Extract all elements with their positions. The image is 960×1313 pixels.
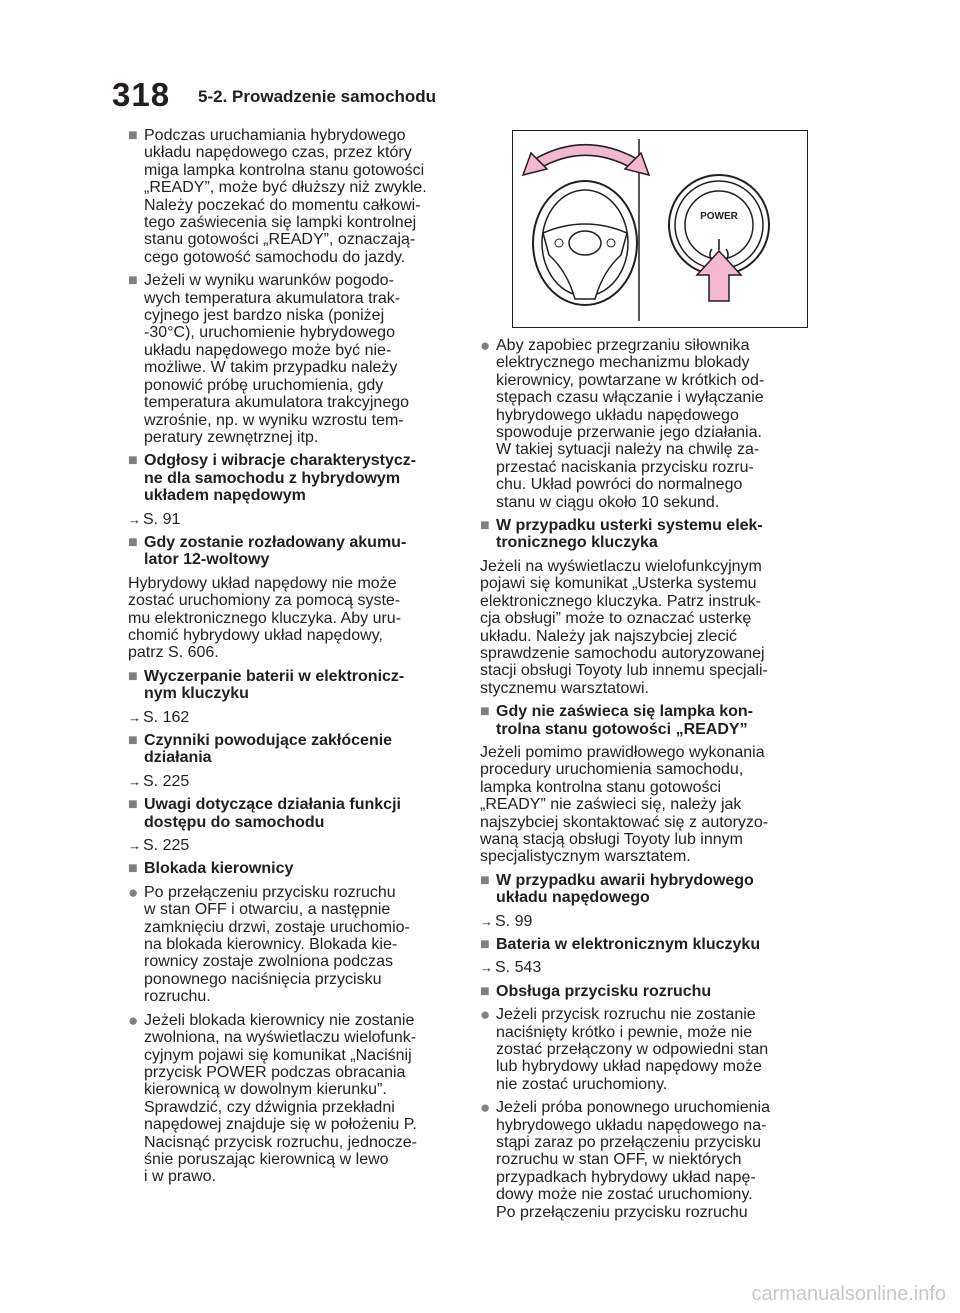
power-button-label: POWER <box>700 211 738 222</box>
square-marker-icon: ■ <box>128 860 138 878</box>
text-line: waną stacją obsługi Toyoty lub innym <box>480 830 743 848</box>
section-heading <box>480 936 810 953</box>
section-heading <box>480 872 810 907</box>
text-line: układu napędowego może być nie- <box>144 341 392 359</box>
square-marker-icon: ■ <box>128 796 138 814</box>
text-line: przypadkach hybrydowy układ napę- <box>496 1168 756 1186</box>
text-line: Obsługa przycisku rozruchu <box>496 982 712 1000</box>
page-reference <box>128 511 460 528</box>
text-line: tego zaświecenia się lampki kontrolnej <box>144 214 417 232</box>
text-line: ponownego naciśnięcia przycisku <box>144 970 382 988</box>
paragraph <box>480 744 810 866</box>
text-line: działania <box>144 749 212 767</box>
arrow-icon: → <box>128 773 141 789</box>
text-line: specjalistycznym warsztatem. <box>480 848 691 866</box>
text-line: procedury uruchomienia samochodu, <box>480 761 744 779</box>
text-line: stycznemu warsztatowi. <box>480 679 649 697</box>
section-heading <box>128 534 460 569</box>
page-reference <box>480 959 810 976</box>
arrow-icon: → <box>128 709 141 725</box>
text-line: -30°C), uruchomienie hybrydowego <box>144 324 395 342</box>
section-heading <box>128 668 460 703</box>
text-line: nie zostać uruchomiony. <box>496 1075 668 1093</box>
text-line: mu elektronicznego kluczyka. Aby uru- <box>128 609 402 627</box>
reference-text: S. 91 <box>143 510 181 528</box>
text-line: kierownicy, powtarzane w krótkich od- <box>496 371 765 389</box>
text-line: przestać naciskania przycisku rozru- <box>496 458 754 476</box>
text-line: hybrydowego układu napędowego <box>496 406 739 424</box>
square-marker-icon: ■ <box>128 127 138 144</box>
section-heading <box>128 452 460 504</box>
square-marker-icon: ■ <box>128 452 138 470</box>
text-line: elektrycznego mechanizmu blokady <box>496 354 750 372</box>
square-marker-icon: ■ <box>480 703 490 721</box>
square-marker-icon: ■ <box>128 533 138 551</box>
arrow-icon: → <box>128 838 141 854</box>
text-line: Jeżeli przycisk rozruchu nie zostanie <box>496 1006 756 1024</box>
bullet-icon: ● <box>480 336 491 355</box>
paragraph <box>480 558 810 697</box>
text-line: peratury zewnętrznej itp. <box>144 428 319 446</box>
text-line: cyjnym pojawi się komunikat „Naciśnij <box>144 1046 412 1064</box>
paragraph <box>128 575 460 662</box>
text-line: naciśnięty krótko i pewnie, może nie <box>496 1023 753 1041</box>
text-line: „READY”, może być dłuższy niż zwykle. <box>144 179 427 197</box>
bullet-icon: ● <box>480 1098 491 1118</box>
page-reference <box>128 837 460 854</box>
text-line: wzrośnie, np. w wyniku wzrostu tem- <box>144 411 404 429</box>
text-line: Blokada kierownicy <box>144 860 294 878</box>
square-marker-icon: ■ <box>480 517 490 535</box>
square-marker-icon: ■ <box>480 936 490 953</box>
text-line: najszybciej skontaktować się z autoryzo- <box>480 813 769 831</box>
text-line: trolna stanu gotowości „READY” <box>496 720 748 738</box>
bullet-icon: ● <box>128 882 139 902</box>
text-line: zostać przełączony w odpowiedni stan <box>496 1041 769 1059</box>
text-line: Wyczerpanie baterii w elektronicz- <box>144 667 405 685</box>
text-line: Czynniki powodujące zakłócenie <box>144 732 393 749</box>
steering-power-figure <box>512 130 808 328</box>
text-line: cyjnego jest bardzo niska (poniżej <box>144 307 385 325</box>
text-line: chomić hybrydowy układ napędowy, <box>128 626 383 644</box>
text-line: wych temperatura akumulatora trak- <box>144 289 401 307</box>
text-line: Odgłosy i wibracje charakterystycz- <box>144 452 417 470</box>
text-line: miga lampka kontrolna stanu gotowości <box>144 161 425 179</box>
bullet-note <box>480 1099 810 1221</box>
text-line: układu napędowego czas, przez który <box>144 144 412 162</box>
bullet-note <box>480 337 810 511</box>
text-line: Sprawdzić, czy dźwignia przekładni <box>144 1098 395 1116</box>
bullet-icon: ● <box>480 1005 491 1025</box>
text-line: dowy może nie zostać uruchomiony. <box>496 1186 753 1204</box>
text-line: Jeżeli pomimo prawidłowego wykonania <box>480 743 765 761</box>
text-line: hybrydowego układu napędowego na- <box>496 1116 767 1134</box>
section-heading <box>480 703 810 738</box>
text-line: Podczas uruchamiania hybrydowego <box>144 127 406 144</box>
text-line: lub hybrydowy układ napędowy może <box>496 1058 762 1076</box>
bullet-icon: ● <box>128 1010 139 1030</box>
square-note <box>128 127 460 266</box>
text-line: „READY” nie zaświeci się, należy jak <box>480 796 742 814</box>
arrow-icon: → <box>480 960 493 976</box>
text-line: Po przełączeniu przycisku rozruchu <box>144 883 396 901</box>
right-column <box>480 337 810 1227</box>
text-line: Jeżeli w wyniku warunków pogodo- <box>144 272 394 290</box>
section-heading <box>128 732 460 767</box>
text-line: Bateria w elektronicznym kluczyku <box>496 936 761 953</box>
rotation-arrow-icon <box>523 150 649 175</box>
bullet-note <box>128 884 460 1006</box>
section-heading <box>480 983 810 1000</box>
text-line: W przypadku usterki systemu elek- <box>496 517 763 535</box>
text-line: sprawdzenie samochodu autoryzowanej <box>480 644 765 662</box>
page-reference <box>128 773 460 790</box>
text-line: i w prawo. <box>144 1168 217 1186</box>
reference-text: S. 99 <box>495 912 533 930</box>
reference-text: S. 543 <box>495 959 542 977</box>
square-marker-icon: ■ <box>128 667 138 685</box>
text-line: lator 12-woltowy <box>144 551 270 569</box>
arrow-icon: → <box>480 913 493 929</box>
text-line: ponowić próbę uruchomienia, gdy <box>144 376 384 394</box>
text-line: Po przełączeniu przycisku rozruchu <box>496 1203 748 1221</box>
text-line: zostać uruchomiony za pomocą syste- <box>128 592 401 610</box>
text-line: elektronicznego kluczyka. Patrz instruk- <box>480 592 761 610</box>
text-line: tronicznego kluczyka <box>496 534 658 552</box>
square-marker-icon: ■ <box>480 982 490 1000</box>
text-line: temperatura akumulatora trakcyjnego <box>144 394 410 412</box>
reference-text: S. 162 <box>143 708 190 726</box>
text-line: stępach czasu włączanie i wyłączanie <box>496 389 764 407</box>
text-line: przycisk POWER podczas obracania <box>144 1063 406 1081</box>
text-line: cja obsługi” może to oznaczać usterkę <box>480 610 752 628</box>
text-line: Gdy zostanie rozładowany akumu- <box>144 533 407 551</box>
text-line: Jeżeli blokada kierownicy nie zostanie <box>144 1011 415 1029</box>
text-line: zwolniona, na wyświetlaczu wielofunk- <box>144 1029 417 1047</box>
text-line: stąpi zaraz po przełączeniu przycisku <box>496 1134 762 1152</box>
section-heading <box>128 796 460 831</box>
text-line: śnie poruszając kierownicą w lewo <box>144 1150 389 1168</box>
text-line: pojawi się komunikat „Usterka systemu <box>480 575 757 593</box>
square-marker-icon: ■ <box>480 871 490 889</box>
text-line: Nacisnąć przycisk rozruchu, jednocze- <box>144 1133 417 1151</box>
page-number: 318 <box>112 76 171 113</box>
text-line: rownicy zostaje zwolniona podczas <box>144 953 394 971</box>
text-line: zamknięciu drzwi, zostaje uruchomio- <box>144 918 410 936</box>
bullet-note <box>480 1006 810 1093</box>
text-line: rozruchu. <box>144 988 211 1006</box>
section-heading <box>128 860 460 877</box>
text-line: ne dla samochodu z hybrydowym <box>144 469 401 487</box>
text-line: Hybrydowy układ napędowy nie może <box>128 574 397 592</box>
text-line: kierownicą w dowolnym kierunku”. <box>144 1081 387 1099</box>
text-line: układem napędowym <box>144 487 306 505</box>
watermark: carmanualsonline.info <box>751 1283 946 1305</box>
text-line: Uwagi dotyczące działania funkcji <box>144 796 401 814</box>
text-line: rozruchu w stan OFF, w niektórych <box>496 1151 742 1169</box>
arrow-icon: → <box>128 511 141 527</box>
text-line: stanu gotowości „READY”, oznaczają- <box>144 231 416 249</box>
text-line: napędowej znajduje się w położeniu P. <box>144 1116 417 1134</box>
text-line: cego gotowość samochodu do jazdy. <box>144 248 406 266</box>
text-line: na blokada kierownicy. Blokada kie- <box>144 936 398 954</box>
text-line: układu. Należy jak najszybciej zlecić <box>480 627 737 645</box>
text-line: Jeżeli na wyświetlaczu wielofunkcyjnym <box>480 557 762 575</box>
text-line: możliwe. W takim przypadku należy <box>144 359 398 377</box>
reference-text: S. 225 <box>143 772 190 790</box>
text-line: dostępu do samochodu <box>144 813 325 831</box>
text-line: w stan OFF i otwarciu, a następnie <box>144 901 391 919</box>
steering-wheel-icon <box>533 181 637 305</box>
text-line: W takiej sytuacji należy na chwilę za- <box>496 441 760 459</box>
text-line: układu napędowego <box>496 889 650 907</box>
bullet-note <box>128 1012 460 1186</box>
steering-wheel-illustration <box>513 131 809 329</box>
text-line: Gdy nie zaświeca się lampka kon- <box>496 703 753 721</box>
text-line: stanu w ciągu około 10 sekund. <box>496 493 720 511</box>
text-line: Aby zapobiec przegrzaniu siłownika <box>496 337 750 354</box>
text-line: Jeżeli próba ponownego uruchomienia <box>496 1099 770 1117</box>
chapter-title: 5-2. Prowadzenie samochodu <box>198 87 437 106</box>
left-column <box>128 127 460 1192</box>
text-line: patrz S. 606. <box>128 644 219 662</box>
reference-text: S. 225 <box>143 837 190 855</box>
square-marker-icon: ■ <box>128 272 138 290</box>
section-heading <box>480 517 810 552</box>
square-marker-icon: ■ <box>128 732 138 749</box>
page-reference <box>480 913 810 930</box>
text-line: lampka kontrolna stanu gotowości <box>480 778 722 796</box>
page-reference <box>128 709 460 726</box>
text-line: stacji obsługi Toyoty lub innemu specjali- <box>480 662 768 680</box>
text-line: chu. Układ powróci do normalnego <box>496 476 743 494</box>
text-line: W przypadku awarii hybrydowego <box>496 871 754 889</box>
text-line: nym kluczyku <box>144 685 249 703</box>
text-line: spowoduje przerwanie jego działania. <box>496 424 762 442</box>
text-line: Należy poczekać do momentu całkowi- <box>144 196 421 214</box>
square-note <box>128 272 460 446</box>
